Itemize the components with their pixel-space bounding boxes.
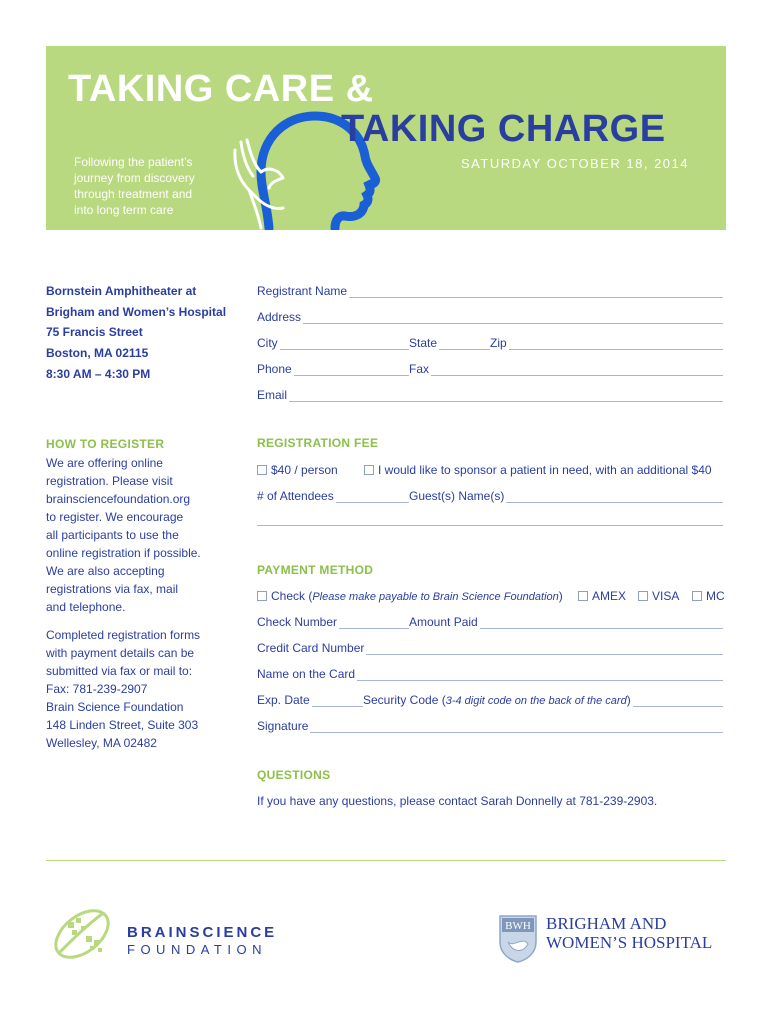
- event-tagline: [74, 154, 244, 218]
- registrant-name-field[interactable]: [257, 278, 723, 298]
- paragraph-line: We are also accepting: [46, 564, 165, 578]
- bsf-wordmark-brain: BRAIN: [127, 924, 190, 941]
- website-link[interactable]: brainsciencefoundation.org: [46, 492, 191, 506]
- security-label-text: Security Code (: [363, 693, 446, 707]
- card-number-label: Credit Card Number: [257, 641, 365, 655]
- venue-hospital: Brigham and Women’s Hospital: [46, 305, 227, 319]
- exp-date-field[interactable]: [257, 687, 723, 707]
- state-label: State: [409, 336, 438, 350]
- sponsor-option-label: I would like to sponsor a patient in need, with an additional $40: [378, 463, 712, 477]
- tagline-line: into long term care: [74, 203, 174, 217]
- amex-option[interactable]: [578, 589, 626, 603]
- visa-label: VISA: [652, 589, 680, 603]
- exp-date-label: Exp. Date: [257, 693, 310, 707]
- fax-number: Fax: 781-239-2907: [46, 682, 148, 696]
- check-option-label: Check (: [271, 589, 313, 603]
- paragraph-line: registration. Please visit: [46, 474, 173, 488]
- card-number-field[interactable]: [257, 635, 723, 655]
- visa-checkbox[interactable]: [638, 591, 648, 601]
- event-time: 8:30 AM – 4:30 PM: [46, 367, 151, 381]
- amount-paid-label: Amount Paid: [409, 615, 478, 629]
- paragraph-line: registrations via fax, mail: [46, 582, 179, 596]
- registrant-name-label: Registrant Name: [257, 284, 348, 298]
- signature-label: Signature: [257, 719, 309, 733]
- mail-instructions-paragraph: [46, 626, 236, 752]
- paragraph-line: all participants to use the: [46, 528, 179, 542]
- event-banner: [46, 46, 726, 230]
- mail-address-line: 148 Linden Street, Suite 303: [46, 718, 199, 732]
- mc-option[interactable]: [692, 589, 725, 603]
- check-option[interactable]: [257, 589, 563, 604]
- paragraph-line: submitted via fax or mail to:: [46, 664, 193, 678]
- amex-checkbox[interactable]: [578, 591, 588, 601]
- payment-method-heading: PAYMENT METHOD: [257, 563, 374, 577]
- email-field[interactable]: [257, 382, 723, 402]
- venue-street: 75 Francis Street: [46, 325, 143, 339]
- sponsor-option[interactable]: [364, 463, 712, 477]
- paragraph-line: with payment details can be: [46, 646, 195, 660]
- check-checkbox[interactable]: [257, 591, 267, 601]
- sponsor-checkbox[interactable]: [364, 465, 374, 475]
- venue-name: Bornstein Amphitheater at: [46, 284, 197, 298]
- bsf-wordmark-science: SCIENCE: [189, 924, 278, 941]
- fee-option[interactable]: [257, 463, 338, 477]
- mail-address-line: Wellesley, MA 02482: [46, 736, 157, 750]
- security-note-close: ): [626, 693, 631, 707]
- guests-extra-line[interactable]: [257, 506, 723, 526]
- how-to-register-paragraph: [46, 454, 236, 616]
- check-number-label: Check Number: [257, 615, 338, 629]
- mc-checkbox[interactable]: [692, 591, 702, 601]
- phone-label: Phone: [257, 362, 292, 376]
- fax-label: Fax: [409, 362, 430, 376]
- bsf-wordmark-top: [127, 924, 277, 941]
- tagline-line: Following the patient’s: [74, 155, 193, 169]
- security-code-label: [363, 693, 633, 708]
- security-code-note: 3-4 digit code on the back of the card: [445, 695, 627, 707]
- phone-field[interactable]: [257, 356, 723, 376]
- mc-label: MC: [706, 589, 725, 603]
- footer-divider: [46, 860, 726, 861]
- check-payable-note: Please make payable to Brain Science Foundation: [312, 591, 559, 603]
- zip-label: Zip: [490, 336, 507, 350]
- registration-fee-heading: REGISTRATION FEE: [257, 436, 379, 450]
- check-number-field[interactable]: [257, 609, 723, 629]
- event-title-line1: TAKING CARE &: [68, 68, 374, 110]
- check-note-close: ): [558, 589, 563, 603]
- address-field[interactable]: [257, 304, 723, 324]
- visa-option[interactable]: [638, 589, 679, 603]
- paragraph-line: to register. We encourage: [46, 510, 184, 524]
- fee-checkbox[interactable]: [257, 465, 267, 475]
- attendees-field[interactable]: [257, 483, 723, 503]
- attendees-label: # of Attendees: [257, 489, 334, 503]
- amex-label: AMEX: [592, 589, 627, 603]
- bwh-monogram: BWH: [505, 920, 531, 932]
- bwh-wordmark-top: BRIGHAM AND: [546, 914, 667, 933]
- mail-address-line: Brain Science Foundation: [46, 700, 184, 714]
- bwh-wordmark-bottom: WOMEN’S HOSPITAL: [546, 933, 713, 952]
- guests-label: Guest(s) Name(s): [409, 489, 505, 503]
- paragraph-line: online registration if possible.: [46, 546, 201, 560]
- event-date: SATURDAY OCTOBER 18, 2014: [461, 156, 689, 171]
- venue-city: Boston, MA 02115: [46, 346, 149, 360]
- tagline-line: journey from discovery: [74, 171, 195, 185]
- card-name-label: Name on the Card: [257, 667, 356, 681]
- fee-option-label: $40 / person: [271, 463, 338, 477]
- signature-field[interactable]: [257, 713, 723, 733]
- paragraph-line: Completed registration forms: [46, 628, 201, 642]
- paragraph-line: We are offering online: [46, 456, 163, 470]
- tagline-line: through treatment and: [74, 187, 193, 201]
- address-label: Address: [257, 310, 302, 324]
- card-name-field[interactable]: [257, 661, 723, 681]
- bsf-wordmark-bottom: FOUNDATION: [127, 942, 267, 957]
- city-label: City: [257, 336, 278, 350]
- questions-contact-text: If you have any questions, please contact Sarah Donnelly at 781-239-2903.: [257, 794, 658, 808]
- city-field[interactable]: [257, 330, 723, 350]
- questions-heading: QUESTIONS: [257, 768, 331, 782]
- brain-science-foundation-logo-icon: [46, 900, 124, 968]
- email-label: Email: [257, 388, 288, 402]
- event-title-line2: TAKING CHARGE: [341, 108, 666, 150]
- how-to-register-heading: HOW TO REGISTER: [46, 437, 165, 451]
- paragraph-line: and telephone.: [46, 600, 126, 614]
- bwh-shield-icon: [498, 914, 538, 964]
